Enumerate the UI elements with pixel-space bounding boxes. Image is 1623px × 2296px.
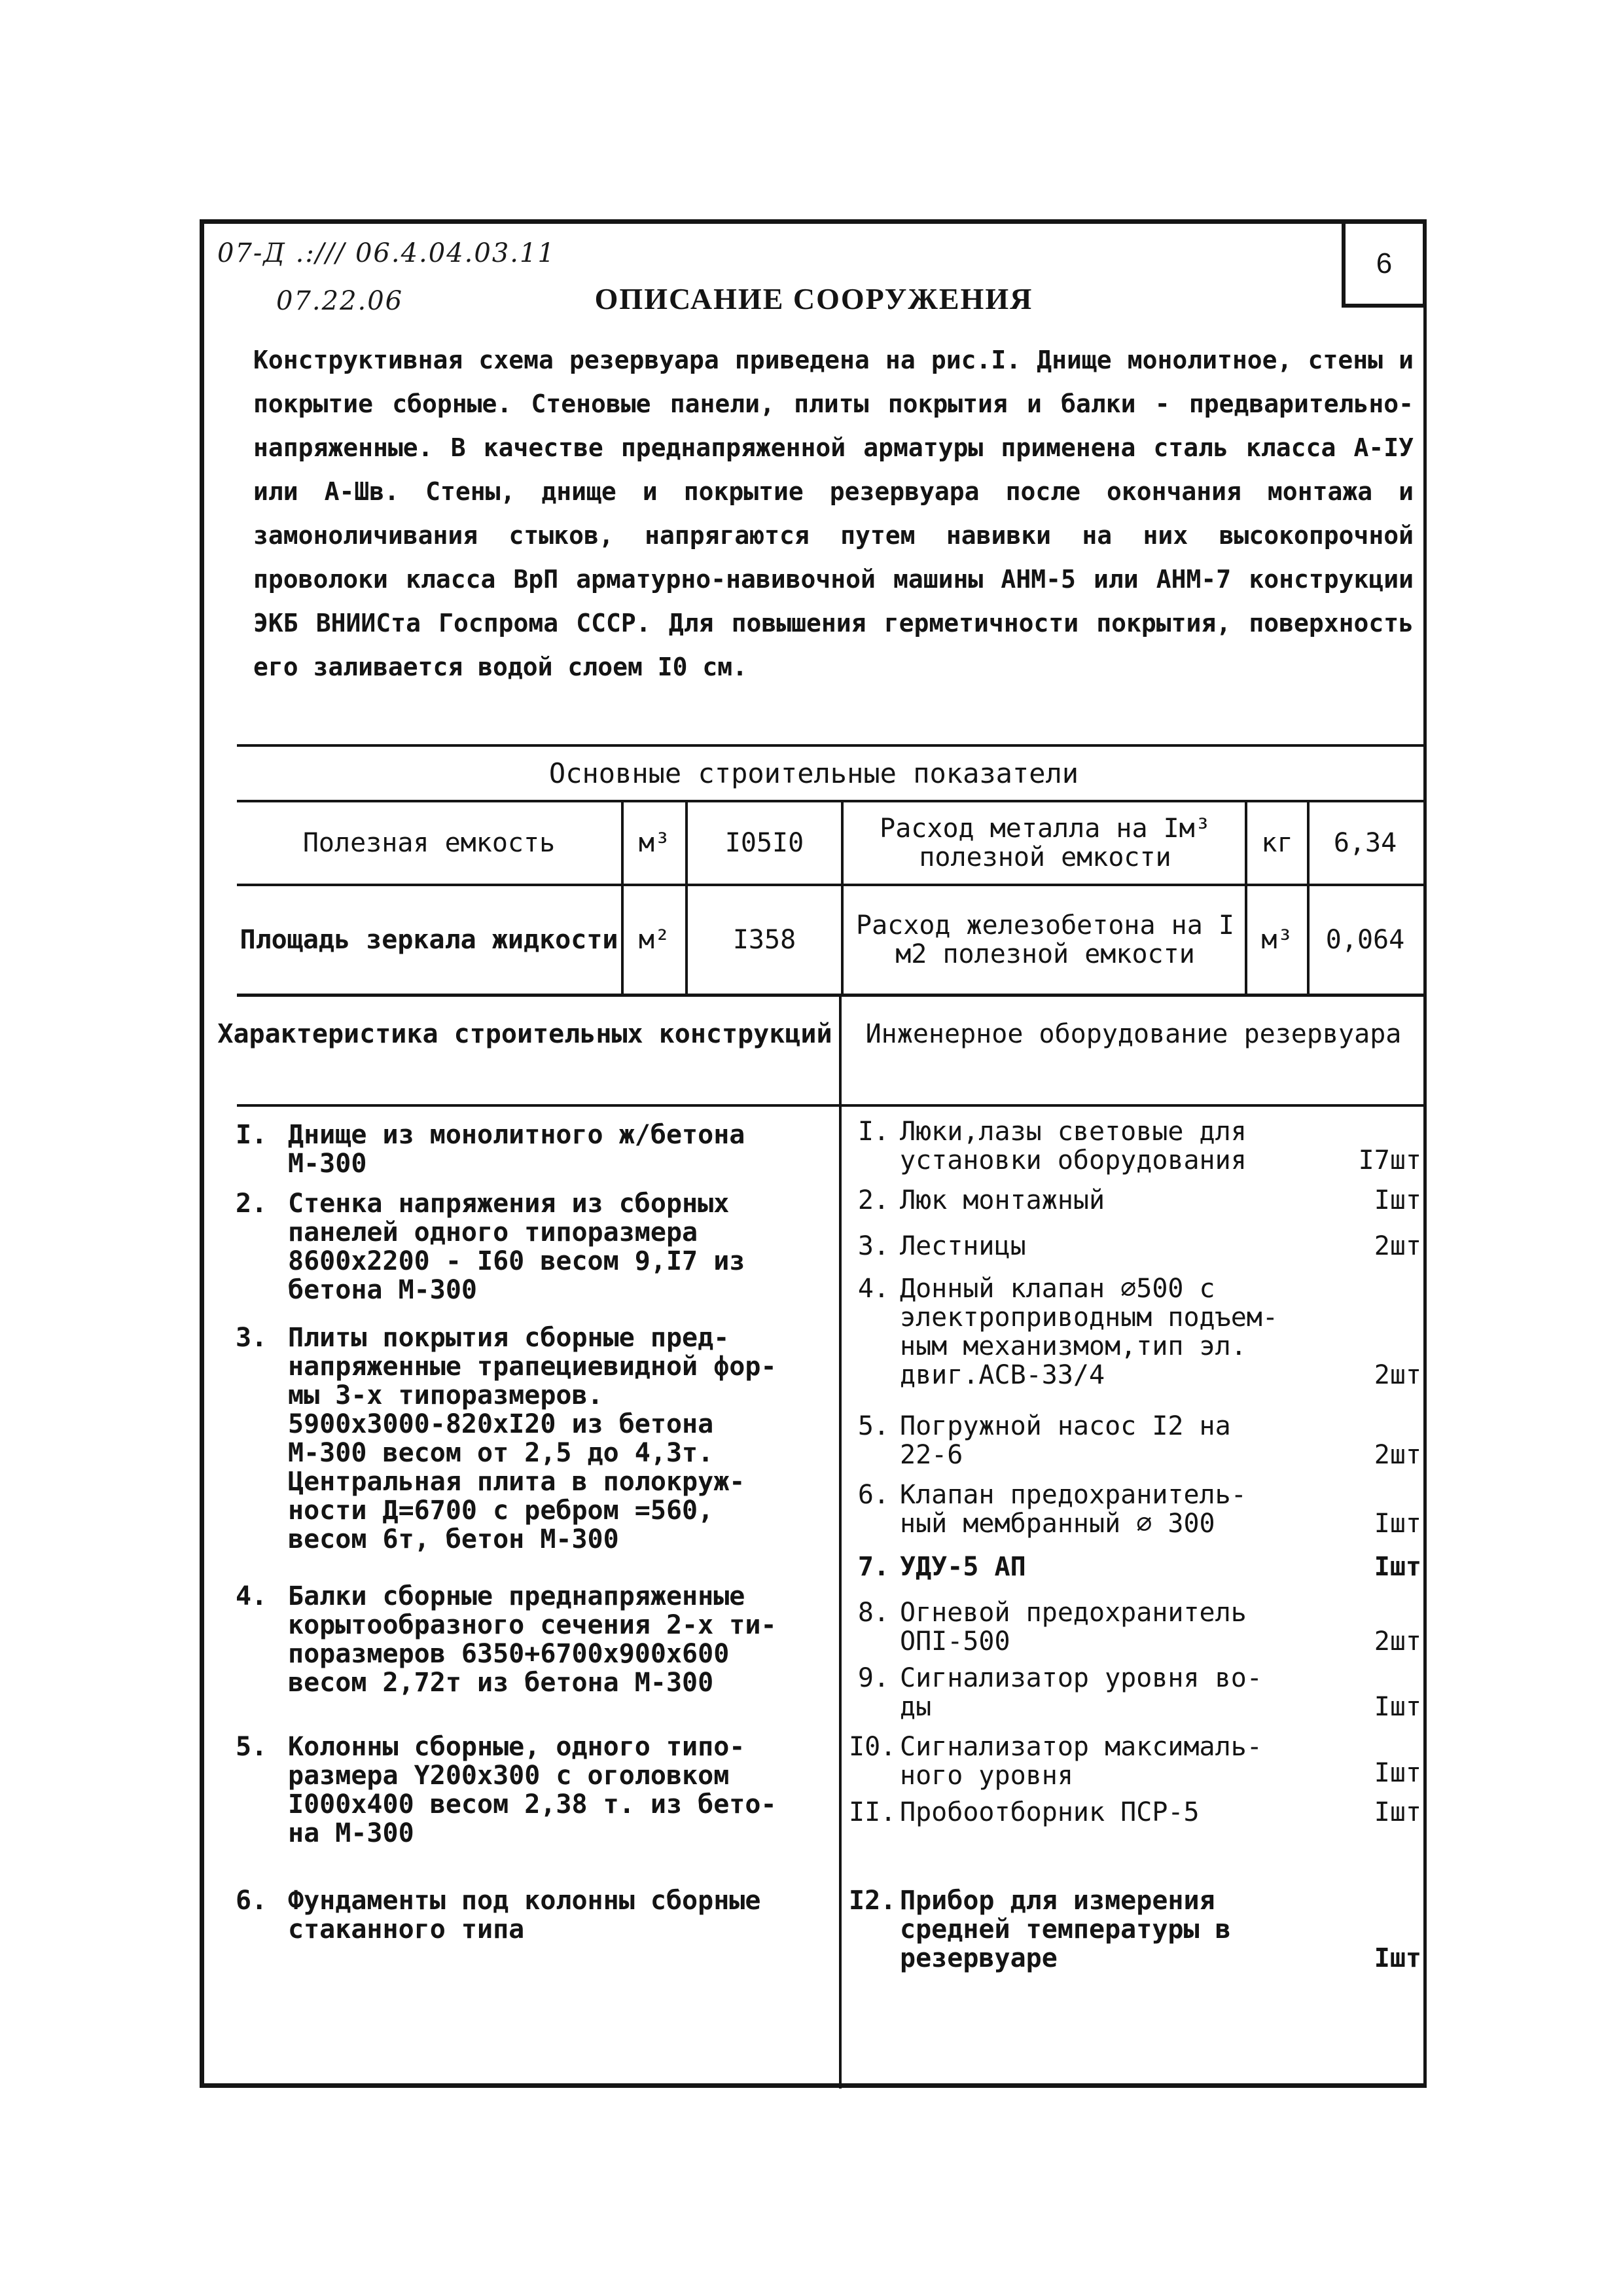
item-quantity: I7шт <box>1358 1145 1421 1175</box>
item-text: Днище из монолитного ж/бетона М-300 <box>288 1120 745 1179</box>
construction-item <box>236 1189 834 1314</box>
item-number: I. <box>857 1117 889 1147</box>
item-text: Лестницы <box>900 1231 1026 1261</box>
item-quantity: 2шт <box>1374 1231 1421 1261</box>
indicators-title: Основные строительные показатели <box>548 757 1079 789</box>
indicator-value: 6,34 <box>1333 828 1397 858</box>
item-number: I. <box>236 1120 268 1150</box>
indicator-value: 0,064 <box>1325 925 1405 955</box>
table-divider <box>841 800 844 994</box>
item-text: Погружной насос I2 на 22-6 <box>900 1411 1231 1470</box>
item-text: Плиты покрытия сборные пред- напряженные трапециевидной фор- мы 3-х типоразмеров. 5900х3000-820хI20 из бетона М-300 весом от 2,5 до 4,3т. Центральная плита в полокруж- ности Д=6700 с ребром =560, весом 6т, бетон М-300 <box>288 1323 777 1554</box>
item-text: Прибор для измерения средней температуры в резервуаре <box>900 1886 1231 1973</box>
item-text: Балки сборные преднапряженные корытообразного сечения 2-х ти- поразмеров 6350+6700х900х600 весом 2,72т из бетона М-300 <box>288 1581 777 1698</box>
page-number: 6 <box>1376 247 1393 279</box>
item-number: 3. <box>236 1323 268 1353</box>
item-quantity: Iшт <box>1374 1692 1421 1722</box>
rule-top <box>237 744 1423 747</box>
item-number: II. <box>849 1797 897 1827</box>
document-code-secondary: 07.22.06 <box>276 286 404 316</box>
item-quantity: 2шт <box>1374 1360 1421 1390</box>
item-number: 5. <box>236 1732 268 1762</box>
item-text: Сигнализатор максималь- ного уровня <box>900 1732 1262 1791</box>
indicator-unit: м³ <box>638 828 671 858</box>
construction-item <box>236 1886 834 1952</box>
column-divider <box>839 997 842 2089</box>
equipment-item <box>849 1886 1421 1978</box>
indicator-value: I358 <box>732 925 796 955</box>
equipment-item <box>849 1732 1421 1795</box>
indicator-label: Расход металла на Iм³ полезной емкости <box>880 814 1211 872</box>
construction-item <box>236 1121 834 1186</box>
item-number: 6. <box>857 1480 889 1510</box>
item-number: 7. <box>857 1552 889 1582</box>
item-text: Стенка напряжения из сборных панелей одного типоразмера 8600х2200 - I60 весом 9,I7 из бетона М-300 <box>288 1189 745 1305</box>
item-number: 3. <box>857 1231 889 1261</box>
equipment-item <box>849 1186 1421 1219</box>
item-quantity: Iшт <box>1374 1758 1421 1788</box>
item-number: 5. <box>857 1411 889 1441</box>
item-text: УДУ-5 АП <box>900 1552 1026 1582</box>
equipment-item <box>849 1798 1421 1831</box>
document-frame <box>200 219 1427 2088</box>
rule <box>237 1104 1423 1107</box>
item-quantity: 2шт <box>1374 1440 1421 1470</box>
item-text: Сигнализатор уровня во- ды <box>900 1663 1262 1722</box>
indicator-label: Площадь зеркала жидкости <box>240 925 618 955</box>
indicator-unit: м³ <box>1261 925 1293 955</box>
intro-paragraph: Конструктивная схема резервуара приведена на рис.I. Днище монолитное, стены и покрытие сборные. Стеновые панели, плиты покрытия и балки - предварительно-напряженные. В качестве преднапряженной арматуры применена сталь класса А-IУ или А-Шв. Стены, днище и покрытие резервуара после окончания монтажа и замоноличивания стыков, напрягаются путем навивки на них высокопрочной проволоки класса ВрП арматурно-навивочной машины АНМ-5 или АНМ-7 конструкции ЭКБ ВНИИСта Госпрома СССР. Для повышения герметичности покрытия, поверхность его заливается водой слоем I0 см. <box>253 346 1414 681</box>
rule <box>237 994 1423 997</box>
item-text: Колонны сборные, одного типо- размера Y200х300 с оголовком I000х400 весом 2,38 т. из бето- на М-300 <box>288 1732 777 1848</box>
item-number: I0. <box>849 1732 897 1762</box>
item-text: Донный клапан ∅500 с электроприводным подъем- ным механизмом,тип эл. двиг.АСВ-33/4 <box>900 1274 1278 1390</box>
item-number: I2. <box>849 1886 897 1916</box>
construction-item <box>236 1323 834 1559</box>
construction-item <box>236 1732 834 1857</box>
item-quantity: 2шт <box>1374 1626 1421 1657</box>
construction-item <box>236 1582 834 1706</box>
item-number: 9. <box>857 1663 889 1693</box>
equipment-item <box>849 1664 1421 1726</box>
item-number: 2. <box>236 1189 268 1219</box>
item-text: Огневой предохранитель ОПI-500 <box>900 1598 1247 1657</box>
item-text: Люк монтажный <box>900 1185 1105 1215</box>
item-quantity: Iшт <box>1374 1552 1421 1582</box>
item-quantity: Iшт <box>1374 1185 1421 1215</box>
item-number: 8. <box>857 1598 889 1628</box>
item-quantity: Iшт <box>1374 1943 1421 1973</box>
item-quantity: Iшт <box>1374 1797 1421 1827</box>
equipment-item <box>849 1552 1421 1585</box>
item-number: 4. <box>236 1581 268 1611</box>
page-number-box <box>1342 219 1427 308</box>
indicator-unit: м² <box>638 925 671 955</box>
indicator-label: Расход железобетона на I м2 полезной емкости <box>856 910 1234 969</box>
indicator-value: I05I0 <box>724 828 804 858</box>
equipment-item <box>849 1274 1421 1392</box>
item-text: Пробоотборник ПСР-5 <box>900 1797 1200 1827</box>
item-text: Клапан предохранитель- ный мембранный ∅ 300 <box>900 1480 1247 1539</box>
indicator-label: Полезная емкость <box>302 828 556 858</box>
item-number: 6. <box>236 1886 268 1916</box>
equipment-heading: Инженерное оборудование резервуара <box>865 1019 1402 1049</box>
item-text: Фундаменты под колонны сборные стаканного типа <box>288 1886 761 1945</box>
equipment-item <box>849 1412 1421 1474</box>
indicator-unit: кг <box>1261 828 1293 858</box>
page-title: ОПИСАНИЕ СООРУЖЕНИЯ <box>594 282 1033 315</box>
constructions-heading: Характеристика строительных конструкций <box>217 1019 832 1049</box>
item-number: 2. <box>857 1185 889 1215</box>
item-quantity: Iшт <box>1374 1509 1421 1539</box>
equipment-item <box>849 1598 1421 1660</box>
equipment-item <box>849 1117 1421 1179</box>
equipment-item <box>849 1480 1421 1543</box>
item-number: 4. <box>857 1274 889 1304</box>
equipment-item <box>849 1232 1421 1265</box>
document-code: 07-Д .:/// 06.4.04.03.11 <box>217 238 556 268</box>
item-text: Люки,лазы световые для установки оборудования <box>900 1117 1247 1175</box>
